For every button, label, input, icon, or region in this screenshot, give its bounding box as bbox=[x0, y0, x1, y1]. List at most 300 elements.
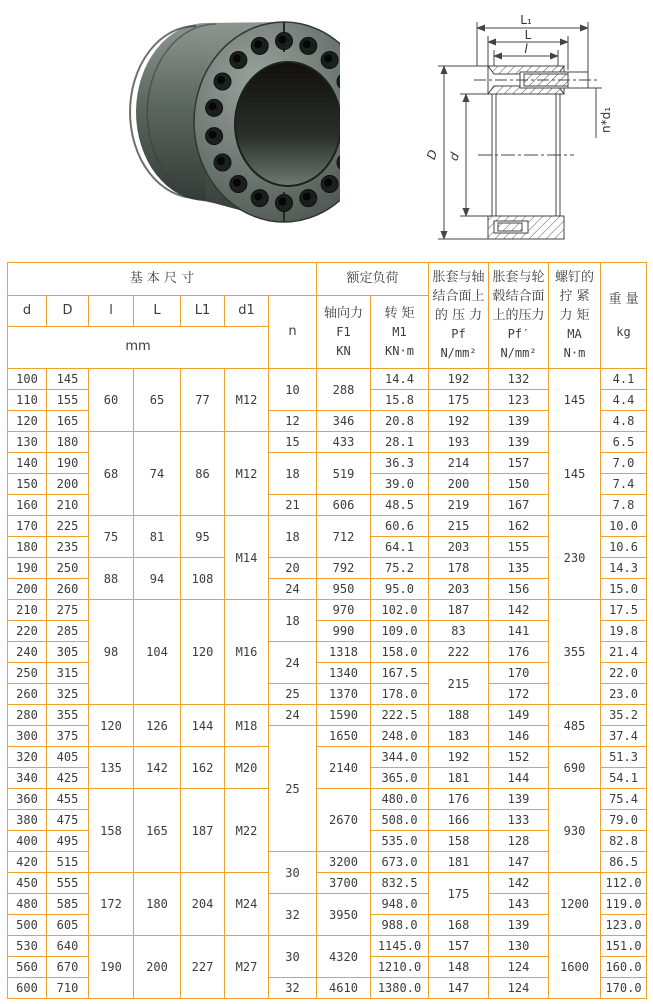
cell-d1: M12 bbox=[225, 369, 269, 432]
cell-kg: 10.6 bbox=[601, 537, 647, 558]
cell-F1: 3950 bbox=[317, 894, 371, 936]
cell-d: 260 bbox=[8, 684, 47, 705]
cell-Pf2: 128 bbox=[489, 831, 549, 852]
cell-MA: 690 bbox=[549, 747, 601, 789]
cell-Pf2: 176 bbox=[489, 642, 549, 663]
cell-M1: 832.5 bbox=[371, 873, 429, 894]
cell-D: 455 bbox=[47, 789, 89, 810]
cell-M1: 1210.0 bbox=[371, 957, 429, 978]
cell-F1: 519 bbox=[317, 453, 371, 495]
cell-L: 126 bbox=[134, 705, 181, 747]
cell-M1: 1380.0 bbox=[371, 978, 429, 999]
cell-L: 104 bbox=[134, 600, 181, 705]
cell-Pf2: 130 bbox=[489, 936, 549, 957]
cell-F1: 990 bbox=[317, 621, 371, 642]
cell-F1: 3700 bbox=[317, 873, 371, 894]
cell-kg: 4.4 bbox=[601, 390, 647, 411]
cell-kg: 82.8 bbox=[601, 831, 647, 852]
cell-F1: 1370 bbox=[317, 684, 371, 705]
cell-Pf: 176 bbox=[429, 789, 489, 810]
bolt-socket bbox=[254, 40, 262, 48]
bolt-socket bbox=[303, 193, 311, 201]
cell-Pf: 175 bbox=[429, 390, 489, 411]
cell-D: 425 bbox=[47, 768, 89, 789]
bolt-socket bbox=[217, 157, 225, 165]
cell-d: 150 bbox=[8, 474, 47, 495]
product-photo bbox=[68, 0, 340, 248]
cell-L1: 108 bbox=[181, 558, 225, 600]
cell-D: 375 bbox=[47, 726, 89, 747]
cell-Pf: 147 bbox=[429, 978, 489, 999]
cell-D: 200 bbox=[47, 474, 89, 495]
cell-D: 355 bbox=[47, 705, 89, 726]
table-row bbox=[8, 369, 647, 390]
header-rated-load: 额定负荷 bbox=[317, 263, 429, 296]
header-pf-prime: 胀套与轮 毂结合面 上的压力 Pf′ N/mm² bbox=[489, 263, 549, 369]
cell-F1: 288 bbox=[317, 369, 371, 411]
cell-M1: 20.8 bbox=[371, 411, 429, 432]
header-basic-dims: 基 本 尺 寸 bbox=[8, 263, 317, 296]
cell-Pf2: 152 bbox=[489, 747, 549, 768]
cell-L: 142 bbox=[134, 747, 181, 789]
cell-Pf2: 144 bbox=[489, 768, 549, 789]
cell-M1: 36.3 bbox=[371, 453, 429, 474]
locking-assembly-image bbox=[68, 0, 340, 248]
cell-d: 360 bbox=[8, 789, 47, 810]
cell-M1: 15.8 bbox=[371, 390, 429, 411]
cell-Pf: 148 bbox=[429, 957, 489, 978]
cell-d: 600 bbox=[8, 978, 47, 999]
cell-n: 24 bbox=[269, 705, 317, 726]
cell-D: 275 bbox=[47, 600, 89, 621]
cell-L: 81 bbox=[134, 516, 181, 558]
cell-D: 210 bbox=[47, 495, 89, 516]
cell-d1: M16 bbox=[225, 600, 269, 705]
cell-n: 21 bbox=[269, 495, 317, 516]
cell-L1: 144 bbox=[181, 705, 225, 747]
header-tightening-torque: 螺钉的 拧 紧 力 矩 MA N·m bbox=[549, 263, 601, 369]
cell-M1: 222.5 bbox=[371, 705, 429, 726]
cell-l: 120 bbox=[89, 705, 134, 747]
table-row bbox=[8, 432, 647, 453]
cell-n: 18 bbox=[269, 453, 317, 495]
bolt-socket bbox=[233, 54, 241, 62]
table-row bbox=[8, 516, 647, 537]
cell-n: 18 bbox=[269, 600, 317, 642]
cell-M1: 102.0 bbox=[371, 600, 429, 621]
cell-Pf2: 150 bbox=[489, 474, 549, 495]
cell-n: 30 bbox=[269, 852, 317, 894]
header-axial-force: 轴向力 F1 KN bbox=[317, 296, 371, 369]
cell-M1: 95.0 bbox=[371, 579, 429, 600]
cell-kg: 4.8 bbox=[601, 411, 647, 432]
cell-d: 380 bbox=[8, 810, 47, 831]
cell-F1: 2670 bbox=[317, 789, 371, 852]
header-L1: L1 bbox=[181, 296, 225, 327]
cell-d: 530 bbox=[8, 936, 47, 957]
cell-l: 88 bbox=[89, 558, 134, 600]
cell-d: 210 bbox=[8, 600, 47, 621]
bolt-socket bbox=[209, 102, 217, 110]
cell-Pf2: 157 bbox=[489, 453, 549, 474]
cell-D: 145 bbox=[47, 369, 89, 390]
dim-label-L: L bbox=[524, 28, 532, 42]
spec-table bbox=[7, 262, 647, 999]
bolt-socket bbox=[217, 76, 225, 84]
cell-d: 500 bbox=[8, 915, 47, 936]
cell-M1: 344.0 bbox=[371, 747, 429, 768]
cell-d: 320 bbox=[8, 747, 47, 768]
cell-L1: 86 bbox=[181, 432, 225, 516]
cell-d: 110 bbox=[8, 390, 47, 411]
cell-d1: M20 bbox=[225, 747, 269, 789]
cell-Pf2: 156 bbox=[489, 579, 549, 600]
cell-F1: 3200 bbox=[317, 852, 371, 873]
cell-D: 180 bbox=[47, 432, 89, 453]
cell-F1: 712 bbox=[317, 516, 371, 558]
cell-MA: 930 bbox=[549, 789, 601, 873]
cell-kg: 14.3 bbox=[601, 558, 647, 579]
cell-Pf2: 139 bbox=[489, 411, 549, 432]
cell-Pf2: 155 bbox=[489, 537, 549, 558]
cell-d: 100 bbox=[8, 369, 47, 390]
cell-F1: 2140 bbox=[317, 747, 371, 789]
cell-Pf: 166 bbox=[429, 810, 489, 831]
header-n: n bbox=[269, 296, 317, 369]
bolt-socket bbox=[303, 40, 311, 48]
cell-L1: 204 bbox=[181, 873, 225, 936]
bolt-socket bbox=[324, 54, 332, 62]
cell-Pf2: 135 bbox=[489, 558, 549, 579]
cell-kg: 23.0 bbox=[601, 684, 647, 705]
cell-M1: 988.0 bbox=[371, 915, 429, 936]
cell-MA: 145 bbox=[549, 432, 601, 516]
cell-F1: 346 bbox=[317, 411, 371, 432]
header-l: l bbox=[89, 296, 134, 327]
cell-l: 158 bbox=[89, 789, 134, 873]
cell-Pf: 215 bbox=[429, 516, 489, 537]
cell-n: 10 bbox=[269, 369, 317, 411]
cell-kg: 22.0 bbox=[601, 663, 647, 684]
cell-D: 165 bbox=[47, 411, 89, 432]
cell-Pf: 200 bbox=[429, 474, 489, 495]
cell-l: 75 bbox=[89, 516, 134, 558]
cell-d1: M22 bbox=[225, 789, 269, 873]
cell-F1: 1318 bbox=[317, 642, 371, 663]
cell-n: 30 bbox=[269, 936, 317, 978]
cell-F1: 792 bbox=[317, 558, 371, 579]
cell-d: 220 bbox=[8, 621, 47, 642]
cell-D: 670 bbox=[47, 957, 89, 978]
cell-Pf: 178 bbox=[429, 558, 489, 579]
cell-D: 155 bbox=[47, 390, 89, 411]
cell-Pf: 187 bbox=[429, 600, 489, 621]
cell-d: 480 bbox=[8, 894, 47, 915]
cell-kg: 86.5 bbox=[601, 852, 647, 873]
cell-D: 190 bbox=[47, 453, 89, 474]
table-row bbox=[8, 747, 647, 768]
cell-d: 190 bbox=[8, 558, 47, 579]
cell-kg: 4.1 bbox=[601, 369, 647, 390]
cell-D: 315 bbox=[47, 663, 89, 684]
cell-kg: 15.0 bbox=[601, 579, 647, 600]
cell-l: 190 bbox=[89, 936, 134, 999]
cell-d: 560 bbox=[8, 957, 47, 978]
cell-M1: 75.2 bbox=[371, 558, 429, 579]
cell-Pf2: 132 bbox=[489, 369, 549, 390]
cell-Pf2: 143 bbox=[489, 894, 549, 915]
cell-d: 300 bbox=[8, 726, 47, 747]
table-body bbox=[8, 369, 647, 999]
cell-Pf: 214 bbox=[429, 453, 489, 474]
cell-kg: 123.0 bbox=[601, 915, 647, 936]
cell-kg: 170.0 bbox=[601, 978, 647, 999]
cell-Pf2: 147 bbox=[489, 852, 549, 873]
cell-F1: 1340 bbox=[317, 663, 371, 684]
cell-Pf: 192 bbox=[429, 747, 489, 768]
cell-L: 94 bbox=[134, 558, 181, 600]
cell-MA: 230 bbox=[549, 516, 601, 600]
cell-n: 24 bbox=[269, 642, 317, 684]
cell-Pf: 203 bbox=[429, 537, 489, 558]
cell-d1: M14 bbox=[225, 516, 269, 600]
cell-L: 65 bbox=[134, 369, 181, 432]
cell-F1: 950 bbox=[317, 579, 371, 600]
cell-L1: 227 bbox=[181, 936, 225, 999]
cell-L1: 120 bbox=[181, 600, 225, 705]
table-row bbox=[8, 705, 647, 726]
cell-d: 140 bbox=[8, 453, 47, 474]
table-row bbox=[8, 936, 647, 957]
cell-Pf: 192 bbox=[429, 411, 489, 432]
cell-D: 250 bbox=[47, 558, 89, 579]
cell-D: 605 bbox=[47, 915, 89, 936]
cell-kg: 17.5 bbox=[601, 600, 647, 621]
cell-Pf: 83 bbox=[429, 621, 489, 642]
cell-d1: M27 bbox=[225, 936, 269, 999]
cell-kg: 7.4 bbox=[601, 474, 647, 495]
cell-d: 130 bbox=[8, 432, 47, 453]
cell-D: 555 bbox=[47, 873, 89, 894]
cell-d: 240 bbox=[8, 642, 47, 663]
cell-L1: 77 bbox=[181, 369, 225, 432]
cell-D: 515 bbox=[47, 852, 89, 873]
cell-Pf2: 139 bbox=[489, 432, 549, 453]
cell-d: 180 bbox=[8, 537, 47, 558]
cell-D: 475 bbox=[47, 810, 89, 831]
cell-Pf: 157 bbox=[429, 936, 489, 957]
cell-F1: 4610 bbox=[317, 978, 371, 999]
dim-label-nd1: n*d₁ bbox=[599, 106, 613, 134]
dim-label-L1: L₁ bbox=[520, 13, 532, 27]
cell-n: 18 bbox=[269, 516, 317, 558]
header-weight: 重 量 kg bbox=[601, 263, 647, 369]
cell-kg: 35.2 bbox=[601, 705, 647, 726]
cell-Pf2: 162 bbox=[489, 516, 549, 537]
cell-l: 172 bbox=[89, 873, 134, 936]
cell-M1: 167.5 bbox=[371, 663, 429, 684]
cell-Pf2: 142 bbox=[489, 600, 549, 621]
bolt-socket bbox=[324, 179, 332, 187]
cell-M1: 948.0 bbox=[371, 894, 429, 915]
cell-Pf2: 139 bbox=[489, 915, 549, 936]
cell-n: 20 bbox=[269, 558, 317, 579]
cell-Pf2: 141 bbox=[489, 621, 549, 642]
cell-kg: 112.0 bbox=[601, 873, 647, 894]
cell-d1: M12 bbox=[225, 432, 269, 516]
header-pf: 胀套与轴 结合面上 的 压 力 Pf N/mm² bbox=[429, 263, 489, 369]
cell-kg: 37.4 bbox=[601, 726, 647, 747]
cell-d: 450 bbox=[8, 873, 47, 894]
dim-label-l: l bbox=[524, 42, 528, 56]
cell-Pf2: 133 bbox=[489, 810, 549, 831]
cell-kg: 75.4 bbox=[601, 789, 647, 810]
cell-d: 170 bbox=[8, 516, 47, 537]
cell-kg: 10.0 bbox=[601, 516, 647, 537]
cell-d: 120 bbox=[8, 411, 47, 432]
cell-D: 305 bbox=[47, 642, 89, 663]
cell-D: 710 bbox=[47, 978, 89, 999]
cell-d1: M18 bbox=[225, 705, 269, 747]
cell-MA: 145 bbox=[549, 369, 601, 432]
cross-section-diagram bbox=[420, 8, 653, 240]
cell-D: 285 bbox=[47, 621, 89, 642]
cell-MA: 485 bbox=[549, 705, 601, 747]
cell-n: 25 bbox=[269, 684, 317, 705]
cell-L1: 187 bbox=[181, 789, 225, 873]
cell-M1: 480.0 bbox=[371, 789, 429, 810]
cell-Pf2: 124 bbox=[489, 978, 549, 999]
cell-Pf: 175 bbox=[429, 873, 489, 915]
cell-MA: 1200 bbox=[549, 873, 601, 936]
cell-l: 98 bbox=[89, 600, 134, 705]
cell-Pf: 219 bbox=[429, 495, 489, 516]
table-row bbox=[8, 600, 647, 621]
cell-Pf: 222 bbox=[429, 642, 489, 663]
cell-D: 495 bbox=[47, 831, 89, 852]
cell-Pf2: 146 bbox=[489, 726, 549, 747]
cell-M1: 248.0 bbox=[371, 726, 429, 747]
cell-F1: 606 bbox=[317, 495, 371, 516]
cell-M1: 14.4 bbox=[371, 369, 429, 390]
header-d: d bbox=[8, 296, 47, 327]
cell-Pf: 203 bbox=[429, 579, 489, 600]
table-row bbox=[8, 789, 647, 810]
cell-M1: 508.0 bbox=[371, 810, 429, 831]
cell-n: 32 bbox=[269, 894, 317, 936]
cell-n: 12 bbox=[269, 411, 317, 432]
cell-F1: 970 bbox=[317, 600, 371, 621]
cell-n: 25 bbox=[269, 726, 317, 852]
technical-drawing bbox=[420, 8, 653, 240]
cell-l: 135 bbox=[89, 747, 134, 789]
cell-L: 180 bbox=[134, 873, 181, 936]
cell-n: 15 bbox=[269, 432, 317, 453]
cell-M1: 39.0 bbox=[371, 474, 429, 495]
cell-Pf: 168 bbox=[429, 915, 489, 936]
cell-kg: 7.8 bbox=[601, 495, 647, 516]
header-d1: d1 bbox=[225, 296, 269, 327]
cell-D: 585 bbox=[47, 894, 89, 915]
cell-Pf2: 124 bbox=[489, 957, 549, 978]
cell-Pf: 215 bbox=[429, 663, 489, 705]
header-torque: 转 矩 M1 KN·m bbox=[371, 296, 429, 369]
bolt-socket bbox=[209, 131, 217, 139]
cell-M1: 109.0 bbox=[371, 621, 429, 642]
cell-M1: 28.1 bbox=[371, 432, 429, 453]
cell-Pf2: 172 bbox=[489, 684, 549, 705]
cell-Pf2: 170 bbox=[489, 663, 549, 684]
dim-label-D: D bbox=[424, 147, 441, 162]
cell-kg: 79.0 bbox=[601, 810, 647, 831]
header-mm-unit: mm bbox=[8, 327, 269, 369]
cell-MA: 355 bbox=[549, 600, 601, 705]
cell-kg: 6.5 bbox=[601, 432, 647, 453]
cell-M1: 178.0 bbox=[371, 684, 429, 705]
cell-Pf2: 142 bbox=[489, 873, 549, 894]
cell-l: 60 bbox=[89, 369, 134, 432]
cell-d: 250 bbox=[8, 663, 47, 684]
dim-label-d: d bbox=[446, 150, 463, 163]
cell-kg: 151.0 bbox=[601, 936, 647, 957]
cell-d: 280 bbox=[8, 705, 47, 726]
cell-Pf: 181 bbox=[429, 852, 489, 873]
cell-D: 325 bbox=[47, 684, 89, 705]
header-L: L bbox=[134, 296, 181, 327]
cell-kg: 160.0 bbox=[601, 957, 647, 978]
cell-D: 225 bbox=[47, 516, 89, 537]
cell-d1: M24 bbox=[225, 873, 269, 936]
cell-F1: 433 bbox=[317, 432, 371, 453]
cell-d: 200 bbox=[8, 579, 47, 600]
cell-Pf2: 139 bbox=[489, 789, 549, 810]
cell-D: 260 bbox=[47, 579, 89, 600]
cell-D: 235 bbox=[47, 537, 89, 558]
cell-D: 405 bbox=[47, 747, 89, 768]
cell-Pf: 188 bbox=[429, 705, 489, 726]
cell-D: 640 bbox=[47, 936, 89, 957]
cell-M1: 673.0 bbox=[371, 852, 429, 873]
cell-Pf: 183 bbox=[429, 726, 489, 747]
cell-Pf: 181 bbox=[429, 768, 489, 789]
cell-n: 24 bbox=[269, 579, 317, 600]
cell-d: 420 bbox=[8, 852, 47, 873]
bolt-socket bbox=[279, 198, 287, 206]
cell-MA: 1600 bbox=[549, 936, 601, 999]
cell-L: 200 bbox=[134, 936, 181, 999]
cell-kg: 7.0 bbox=[601, 453, 647, 474]
cell-kg: 19.8 bbox=[601, 621, 647, 642]
cell-Pf2: 123 bbox=[489, 390, 549, 411]
cell-L: 165 bbox=[134, 789, 181, 873]
cell-L1: 162 bbox=[181, 747, 225, 789]
bolt-socket bbox=[254, 193, 262, 201]
table-row bbox=[8, 873, 647, 894]
cell-L1: 95 bbox=[181, 516, 225, 558]
header-D: D bbox=[47, 296, 89, 327]
cell-F1: 4320 bbox=[317, 936, 371, 978]
cell-M1: 48.5 bbox=[371, 495, 429, 516]
cell-kg: 54.1 bbox=[601, 768, 647, 789]
cell-kg: 119.0 bbox=[601, 894, 647, 915]
cell-M1: 1145.0 bbox=[371, 936, 429, 957]
cell-F1: 1590 bbox=[317, 705, 371, 726]
cell-Pf: 193 bbox=[429, 432, 489, 453]
bolt-socket bbox=[233, 179, 241, 187]
cell-d: 340 bbox=[8, 768, 47, 789]
cell-M1: 158.0 bbox=[371, 642, 429, 663]
cell-M1: 64.1 bbox=[371, 537, 429, 558]
